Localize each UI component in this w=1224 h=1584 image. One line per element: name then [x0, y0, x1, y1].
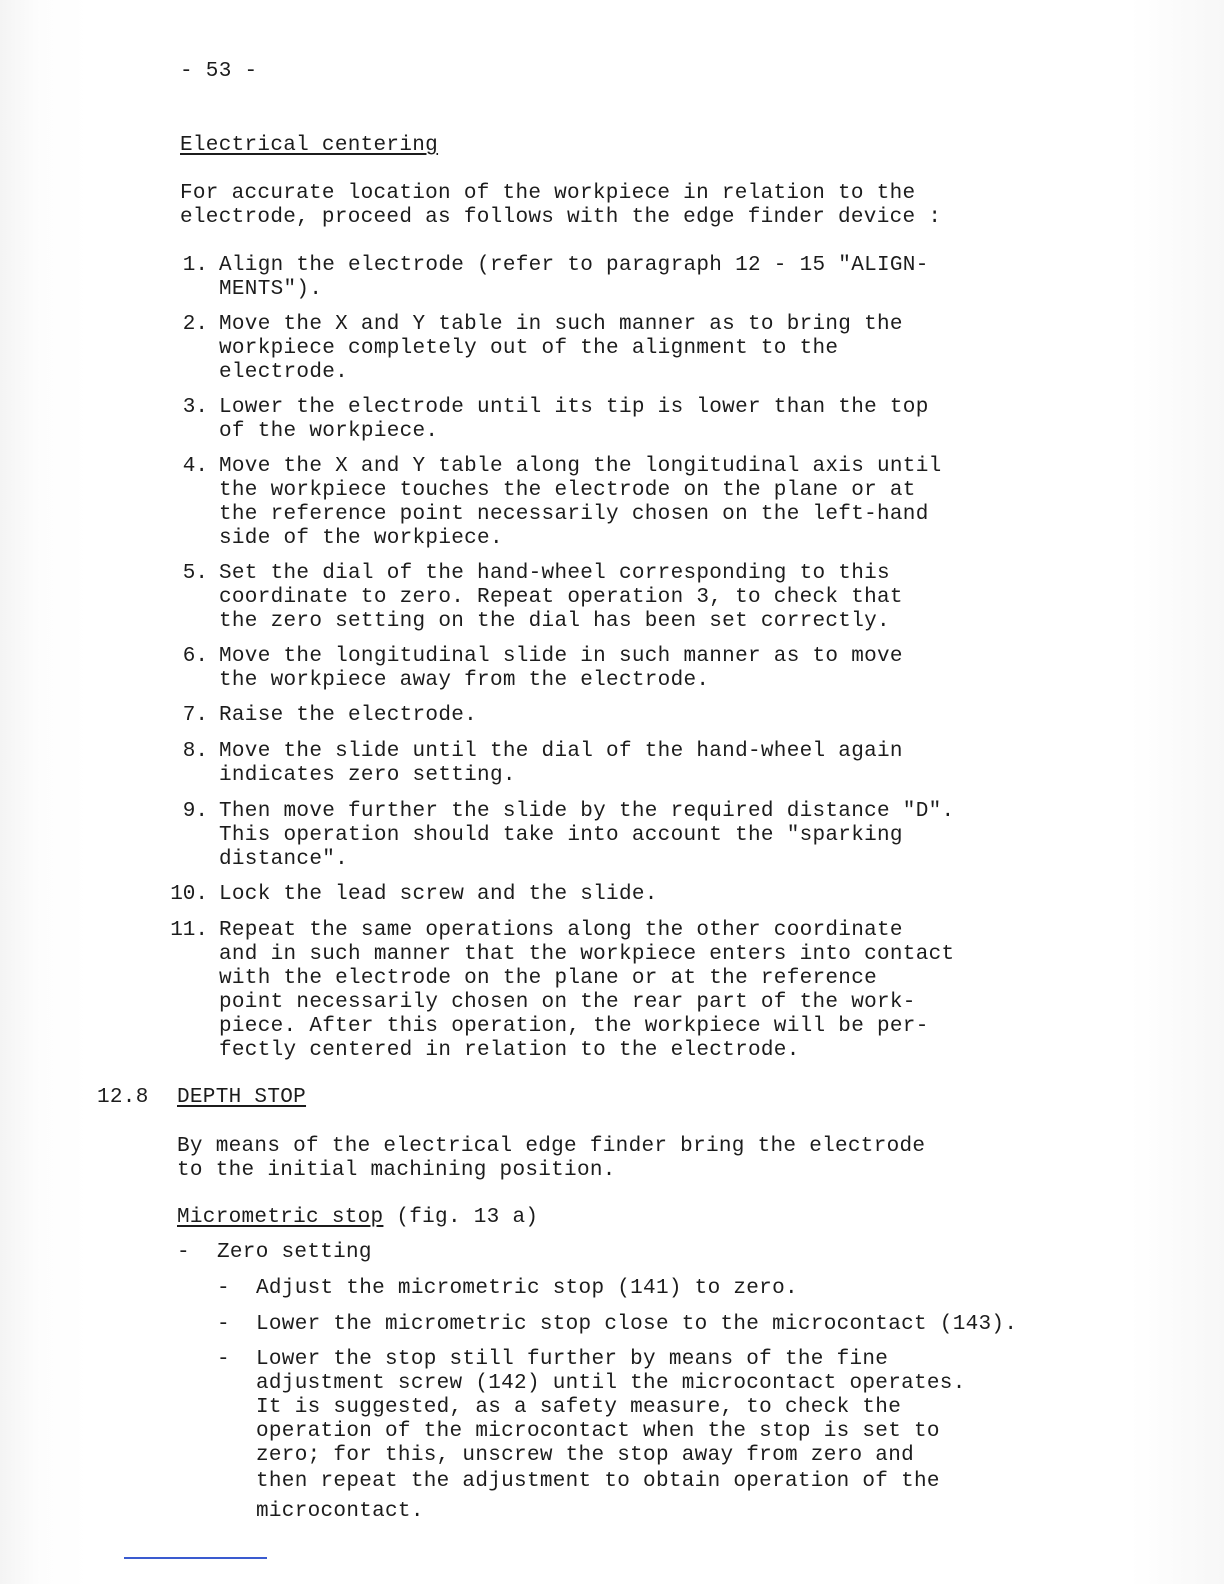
step-line: the workpiece touches the electrode on the plane or at: [219, 479, 916, 502]
bullet-line: adjustment screw (142) until the microcontact operates.: [256, 1372, 966, 1395]
step-line: Then move further the slide by the required distance "D".: [219, 800, 955, 823]
bullet-line: Lower the stop still further by means of the fine: [256, 1348, 889, 1371]
step-number: 7.: [182, 704, 208, 727]
step-line: Lower the electrode until its tip is lower than the top: [219, 396, 929, 419]
step-number: 8.: [182, 740, 208, 763]
step-line: Move the X and Y table along the longitudinal axis until: [219, 455, 942, 478]
step-line: Move the longitudinal slide in such manner as to move: [219, 645, 903, 668]
step-line: of the workpiece.: [219, 420, 439, 443]
step-line: the workpiece away from the electrode.: [219, 669, 710, 692]
paragraph-line: By means of the electrical edge finder bring the electrode: [177, 1135, 926, 1158]
zero-setting-label: Zero setting: [217, 1241, 372, 1264]
step-line: with the electrode on the plane or at the reference: [219, 967, 878, 990]
step-line: Move the X and Y table in such manner as to bring the: [219, 313, 903, 336]
step-line: the reference point necessarily chosen on the left-hand: [219, 503, 929, 526]
step-line: piece. After this operation, the workpiece will be per-: [219, 1015, 929, 1038]
bullet-line: Lower the micrometric stop close to the microcontact (143).: [256, 1313, 1018, 1336]
intro-line: electrode, proceed as follows with the edge finder device :: [180, 206, 942, 229]
step-line: This operation should take into account the "sparking: [219, 824, 903, 847]
step-line: MENTS").: [219, 278, 323, 301]
subheading: [177, 1206, 538, 1230]
step-number: 11.: [170, 919, 208, 942]
step-number: 10.: [170, 883, 208, 906]
step-number: 5.: [182, 562, 208, 585]
step-line: fectly centered in relation to the electrode.: [219, 1039, 800, 1062]
step-line: workpiece completely out of the alignment to the: [219, 337, 839, 360]
paragraph-line: to the initial machining position.: [177, 1159, 616, 1182]
bullet-line: Adjust the micrometric stop (141) to zero.: [256, 1277, 798, 1300]
step-line: indicates zero setting.: [219, 764, 516, 787]
bullet-dash: -: [217, 1313, 230, 1336]
bullet-line: zero; for this, unscrew the stop away from zero and: [256, 1444, 915, 1467]
bullet-line: operation of the microcontact when the stop is set to: [256, 1420, 940, 1443]
step-line: electrode.: [219, 361, 349, 384]
bullet-line: It is suggested, as a safety measure, to check the: [256, 1396, 902, 1419]
step-line: Align the electrode (refer to paragraph 12 - 15 "ALIGN-: [219, 254, 929, 277]
step-line: Lock the lead screw and the slide.: [219, 883, 658, 906]
bullet-line: microcontact.: [256, 1500, 424, 1523]
page-number: - 53 -: [180, 60, 258, 83]
section-number: 12.8: [97, 1086, 149, 1109]
step-line: point necessarily chosen on the rear part of the work-: [219, 991, 916, 1014]
step-line: Repeat the same operations along the other coordinate: [219, 919, 903, 942]
step-number: 6.: [182, 645, 208, 668]
intro-line: For accurate location of the workpiece in relation to the: [180, 182, 916, 205]
step-number: 2.: [182, 313, 208, 336]
bullet-dash: -: [217, 1277, 230, 1300]
section-title: DEPTH STOP: [177, 1086, 307, 1109]
step-line: distance".: [219, 848, 349, 871]
bullet-dash: -: [177, 1241, 190, 1264]
bullet-line: then repeat the adjustment to obtain operation of the: [256, 1470, 940, 1493]
step-number: 1.: [182, 254, 208, 277]
step-number: 3.: [182, 396, 208, 419]
bottom-rule: [124, 1557, 267, 1559]
step-line: coordinate to zero. Repeat operation 3, to check that: [219, 586, 903, 609]
step-line: the zero setting on the dial has been set correctly.: [219, 610, 890, 633]
step-line: Raise the electrode.: [219, 704, 478, 727]
step-line: and in such manner that the workpiece enters into contact: [219, 943, 955, 966]
subheading-figure-ref: (fig. 13 a): [383, 1206, 539, 1229]
bullet-dash: -: [217, 1348, 230, 1371]
step-line: Move the slide until the dial of the hand-wheel again: [219, 740, 903, 763]
step-line: Set the dial of the hand-wheel corresponding to this: [219, 562, 890, 585]
step-number: 9.: [182, 800, 208, 823]
section-heading: Electrical centering: [180, 134, 439, 157]
step-number: 4.: [182, 455, 208, 478]
subheading-title: Micrometric stop: [177, 1206, 384, 1229]
step-line: side of the workpiece.: [219, 527, 503, 550]
